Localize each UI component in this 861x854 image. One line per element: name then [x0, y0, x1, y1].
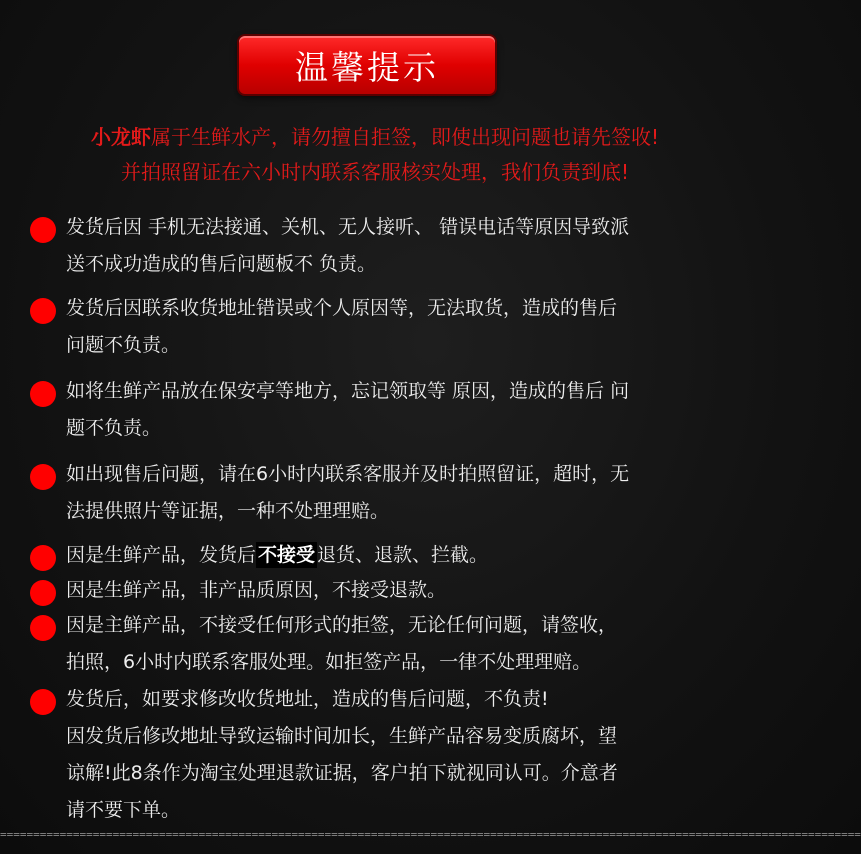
notice-line: 法提供照片等证据，一种不处理理赔。 — [66, 500, 390, 522]
notice-list — [30, 209, 720, 829]
notice-line — [66, 537, 720, 574]
intro-line-1 — [0, 122, 750, 153]
dashed-divider: ================================================================================================================================== — [0, 828, 861, 841]
notice-line: 问题不负责。 — [66, 334, 181, 356]
notice-item — [30, 209, 720, 283]
notice-line: 发货后，如要求修改收货地址，造成的售后问题，不负责! — [66, 688, 549, 710]
title-banner — [239, 36, 495, 94]
bullet-icon — [30, 545, 56, 571]
bullet-icon — [30, 298, 56, 324]
bullet-icon — [30, 615, 56, 641]
notice-item — [30, 537, 720, 574]
intro-line-1-text: 属于生鲜水产，请勿擅自拒签，即使出现问题也请先签收! — [150, 125, 660, 149]
notice-item — [30, 290, 720, 364]
notice-line: 谅解!此8条作为淘宝处理退款证据，客户拍下就视同认可。介意者 — [66, 762, 618, 784]
bullet-icon — [30, 580, 56, 606]
notice-line: 发货后因 手机无法接通、关机、无人接听、 错误电话等原因导致派 — [66, 216, 630, 238]
bullet-icon — [30, 689, 56, 715]
bullet-icon — [30, 464, 56, 490]
notice-item — [30, 607, 720, 681]
notice-line: 送不成功造成的售后问题板不 负责。 — [66, 253, 377, 275]
notice-line: 因是生鲜产品，非产品质原因，不接受退款。 — [66, 579, 447, 601]
notice-line: 发货后因联系收货地址错误或个人原因等，无法取货，造成的售后 — [66, 297, 618, 319]
intro-product-name: 小龙虾 — [90, 125, 151, 149]
intro-line-2: 并拍照留证在六小时内联系客服核实处理，我们负责到底! — [120, 160, 630, 184]
notice-item — [30, 373, 720, 447]
notice-line: 请不要下单。 — [66, 799, 181, 821]
notice-line: 因是主鲜产品，不接受任何形式的拒签，无论任何问题，请签收， — [66, 614, 618, 636]
notice-line: 如将生鲜产品放在保安亭等地方，忘记领取等 原因，造成的售后 问 — [66, 380, 630, 402]
bullet-icon — [30, 217, 56, 243]
notice-line: 拍照，6小时内联系客服处理。如拒签产品，一律不处理理赔。 — [66, 651, 592, 673]
notice-line: 因发货后修改地址导致运输时间加长，生鲜产品容易变质腐坏，望 — [66, 725, 618, 747]
notice-line: 题不负责。 — [66, 417, 162, 439]
bullet-icon — [30, 381, 56, 407]
notice-text: 退货、退款、拦截。 — [317, 544, 489, 566]
notice-line: 如出现售后问题，请在6小时内联系客服并及时拍照留证，超时，无 — [66, 463, 630, 485]
highlight-no-returns: 不接受 — [258, 544, 316, 566]
notice-item — [30, 681, 720, 829]
notice-item — [30, 572, 720, 609]
notice-text: 因是生鲜产品，发货后 — [66, 544, 257, 566]
notice-item — [30, 456, 720, 530]
page-title: 温馨提示 — [295, 47, 439, 87]
